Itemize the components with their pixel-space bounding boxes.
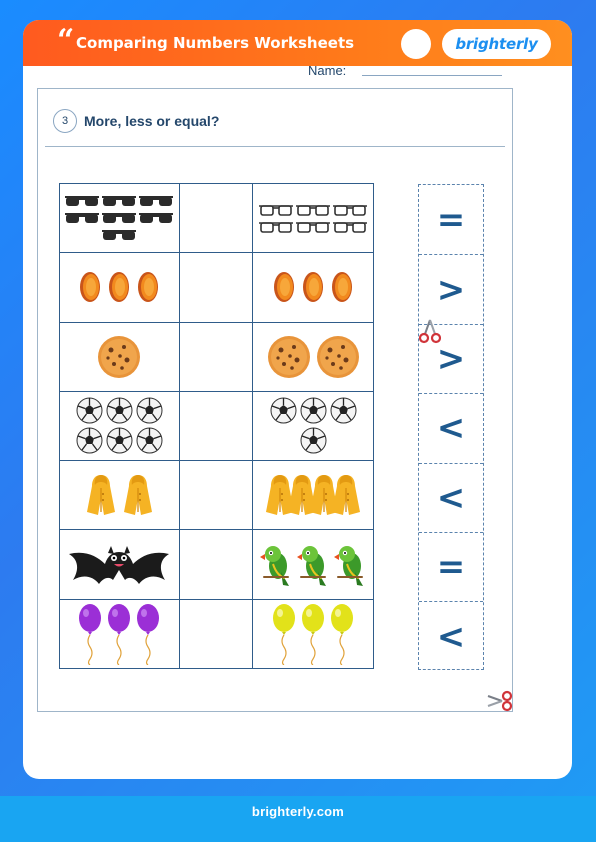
comparison-row: [60, 599, 374, 668]
right-group-cell: [253, 253, 374, 322]
answer-box[interactable]: [179, 461, 253, 530]
comparison-row: [60, 461, 374, 530]
raincoat-icon: [329, 472, 363, 518]
answer-box[interactable]: [179, 253, 253, 322]
cookie-icon: [266, 334, 312, 380]
cutout-signs-strip: [418, 184, 484, 670]
left-group-cell: [60, 599, 180, 668]
question-number: 3: [53, 109, 77, 133]
eyeglasses-icon: [296, 203, 330, 217]
sunglasses-icon: [139, 194, 173, 208]
parrot-icon: [333, 542, 367, 588]
cutout-sign[interactable]: =: [419, 532, 483, 601]
eyeglasses-icon: [259, 220, 293, 234]
cookie-icon: [315, 334, 361, 380]
scissors-icon: [486, 690, 514, 712]
eyeglasses-icon: [333, 203, 367, 217]
cutout-sign[interactable]: >: [419, 324, 483, 393]
name-label: Name:: [308, 63, 347, 78]
comparison-row: [60, 391, 374, 460]
sunglasses-icon: [102, 194, 136, 208]
brand-logo[interactable]: [442, 29, 551, 59]
coin-icon: [135, 270, 161, 304]
balloon-yellow-icon: [300, 603, 326, 665]
footer-band: [0, 796, 596, 842]
question-divider: [45, 146, 505, 147]
cutout-sign[interactable]: =: [436, 199, 466, 240]
right-group-cell: [253, 184, 374, 253]
cutout-sign[interactable]: <: [419, 601, 483, 670]
left-group-cell: [60, 391, 180, 460]
comparison-row: [60, 184, 374, 253]
coin-icon: [329, 270, 355, 304]
right-group-cell: [253, 599, 374, 668]
parrot-icon: [259, 542, 293, 588]
soccer-ball-icon: [106, 397, 133, 424]
balloon-purple-icon: [106, 603, 132, 665]
sunglasses-icon: [65, 194, 99, 208]
answer-box[interactable]: [179, 530, 253, 599]
left-group-cell: [60, 530, 180, 599]
eyeglasses-icon: [296, 220, 330, 234]
coin-icon: [300, 270, 326, 304]
comparison-row: [60, 253, 374, 322]
sunglasses-icon: [65, 211, 99, 225]
answer-box[interactable]: [179, 391, 253, 460]
balloon-purple-icon: [77, 603, 103, 665]
right-group-cell: [253, 530, 374, 599]
comparison-row: [60, 530, 374, 599]
bat-icon: [67, 536, 171, 594]
left-group-cell: [60, 322, 180, 391]
soccer-ball-icon: [136, 427, 163, 454]
cutout-sign[interactable]: <: [419, 393, 483, 462]
answer-box[interactable]: [179, 599, 253, 668]
right-group-cell: [253, 391, 374, 460]
footer-url[interactable]: brighterly.com: [251, 804, 345, 819]
cutout-sign[interactable]: >: [419, 254, 483, 323]
left-group-cell: [60, 253, 180, 322]
answer-box[interactable]: [179, 184, 253, 253]
header-circle-icon: [401, 29, 431, 59]
soccer-ball-icon: [270, 397, 297, 424]
sunglasses-icon: [102, 211, 136, 225]
name-field[interactable]: [362, 75, 502, 76]
logo-text: brighterly: [455, 35, 538, 53]
soccer-ball-icon: [76, 427, 103, 454]
right-group-cell: [253, 322, 374, 391]
sunglasses-icon: [102, 228, 136, 242]
sunglasses-icon: [139, 211, 173, 225]
header-bar: [23, 20, 572, 66]
quote-icon: “: [57, 23, 75, 58]
page-title: Comparing Numbers Worksheets: [76, 34, 355, 52]
eyeglasses-icon: [259, 203, 293, 217]
right-group-cell: [253, 461, 374, 530]
question-prompt: More, less or equal?: [84, 113, 220, 129]
comparison-table: [59, 183, 374, 669]
raincoat-icon: [121, 472, 155, 518]
balloon-yellow-icon: [271, 603, 297, 665]
answer-box[interactable]: [179, 322, 253, 391]
left-group-cell: [60, 461, 180, 530]
comparison-row: [60, 322, 374, 391]
cutout-sign[interactable]: <: [419, 463, 483, 532]
balloon-purple-icon: [135, 603, 161, 665]
soccer-ball-icon: [300, 427, 327, 454]
coin-icon: [77, 270, 103, 304]
scissors-icon: [419, 318, 441, 344]
coin-icon: [106, 270, 132, 304]
raincoat-icon: [84, 472, 118, 518]
soccer-ball-icon: [106, 427, 133, 454]
left-group-cell: [60, 184, 180, 253]
balloon-yellow-icon: [329, 603, 355, 665]
cookie-icon: [96, 334, 142, 380]
eyeglasses-icon: [333, 220, 367, 234]
soccer-ball-icon: [136, 397, 163, 424]
parrot-icon: [296, 542, 330, 588]
soccer-ball-icon: [330, 397, 357, 424]
soccer-ball-icon: [76, 397, 103, 424]
coin-icon: [271, 270, 297, 304]
soccer-ball-icon: [300, 397, 327, 424]
